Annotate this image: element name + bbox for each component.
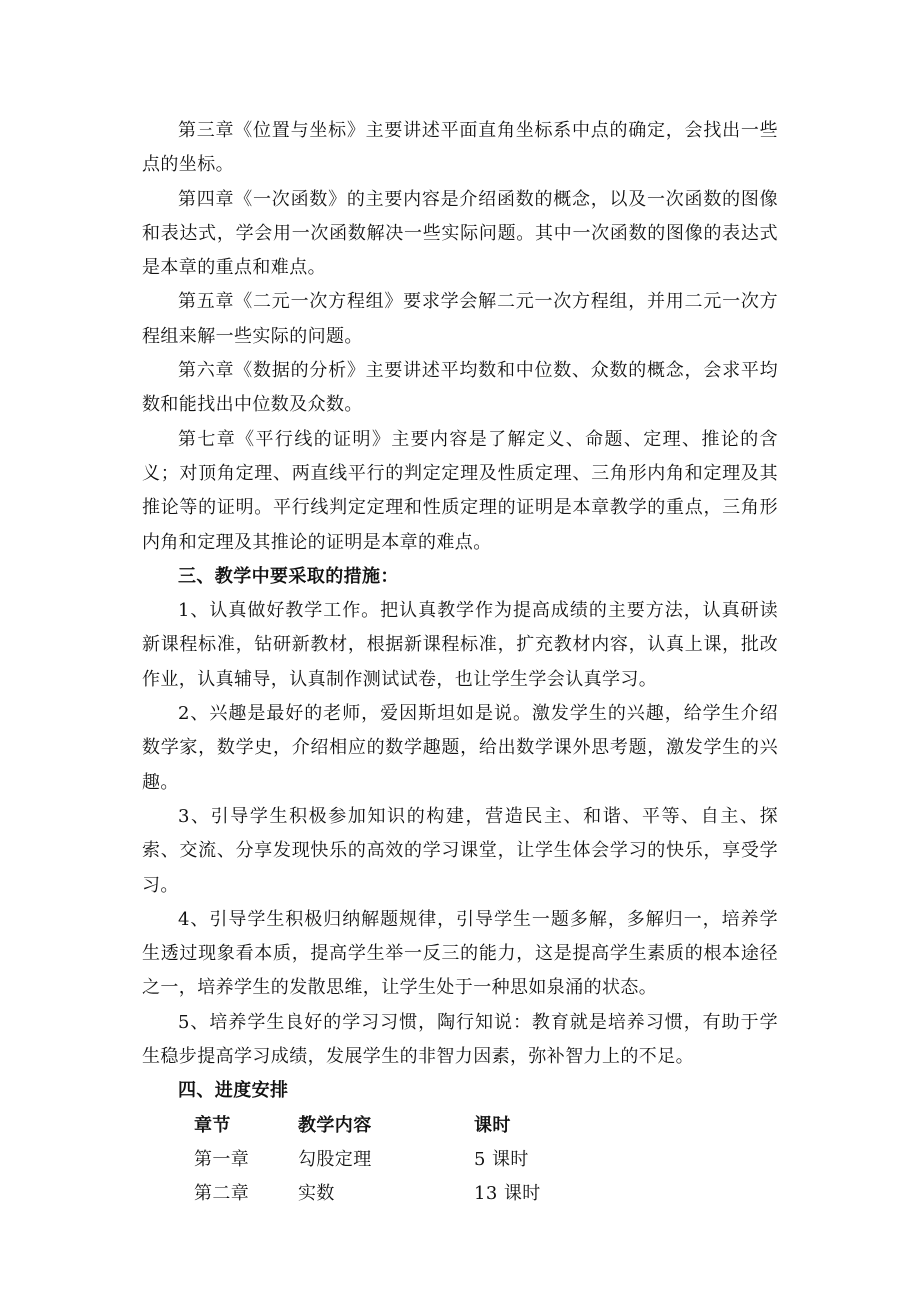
cell-chapter: 第一章	[194, 1148, 250, 1170]
paragraph-chapter-4: 第四章《一次函数》的主要内容是介绍函数的概念，以及一次函数的图像和表达式，学会用一次函数解决一些实际问题。其中一次函数的图像的表达式是本章的重点和难点。	[142, 188, 778, 279]
header-content: 教学内容	[298, 1114, 372, 1136]
cell-content: 实数	[298, 1183, 335, 1205]
paragraph-chapter-3: 第三章《位置与坐标》主要讲述平面直角坐标系中点的确定，会找出一些点的坐标。	[142, 120, 778, 176]
header-chapter: 章节	[194, 1114, 231, 1136]
cell-content: 勾股定理	[298, 1148, 372, 1170]
schedule-table	[142, 1109, 778, 1212]
measure-5: 5、培养学生良好的学习习惯，陶行知说：教育就是培养习惯，有助于学生稳步提高学习成绩，发展学生的非智力因素，弥补智力上的不足。	[142, 1011, 778, 1068]
schedule-header-row	[142, 1109, 778, 1143]
cell-chapter: 第二章	[194, 1183, 250, 1205]
cell-hours: 13 课时	[474, 1183, 541, 1205]
section-4-heading: 四、进度安排	[178, 1080, 289, 1102]
schedule-row	[142, 1177, 778, 1211]
document-body	[142, 114, 778, 1212]
measure-3: 3、引导学生积极参加知识的构建，营造民主、和谐、平等、自主、探索、交流、分享发现快乐的高效的学习课堂，让学生体会学习的快乐，享受学习。	[142, 805, 778, 896]
header-hours: 课时	[474, 1114, 511, 1136]
schedule-row	[142, 1143, 778, 1177]
section-3-heading: 三、教学中要采取的措施：	[178, 565, 399, 587]
paragraph-chapter-5: 第五章《二元一次方程组》要求学会解二元一次方程组，并用二元一次方程组来解一些实际的问题。	[142, 291, 778, 347]
measure-2: 2、兴趣是最好的老师，爱因斯坦如是说。激发学生的兴趣，给学生介绍数学家，数学史，介绍相应的数学趣题，给出数学课外思考题，激发学生的兴趣。	[142, 703, 778, 793]
paragraph-chapter-6: 第六章《数据的分析》主要讲述平均数和中位数、众数的概念，会求平均数和能找出中位数及众数。	[142, 360, 778, 416]
measure-4: 4、引导学生积极归纳解题规律，引导学生一题多解，多解归一，培养学生透过现象看本质，提高学生举一反三的能力，这是提高学生素质的根本途径之一，培养学生的发散思维，让学生处于一种思如泉涌的状态。	[142, 908, 778, 999]
measure-1: 1、认真做好教学工作。把认真教学作为提高成绩的主要方法，认真研读新课程标准，钻研新教材，根据新课程标准，扩充教材内容，认真上课，批改作业，认真辅导，认真制作测试试卷，也让学生学会认真学习。	[142, 600, 778, 690]
paragraph-chapter-7: 第七章《平行线的证明》主要内容是了解定义、命题、定理、推论的含义；对顶角定理、两直线平行的判定定理及性质定理、三角形内角和定理及其推论等的证明。平行线判定定理和性质定理的证明是本章教学的重点，三角形内角和定理及其推论的证明是本章的难点。	[142, 428, 778, 553]
cell-hours: 5 课时	[474, 1148, 529, 1170]
